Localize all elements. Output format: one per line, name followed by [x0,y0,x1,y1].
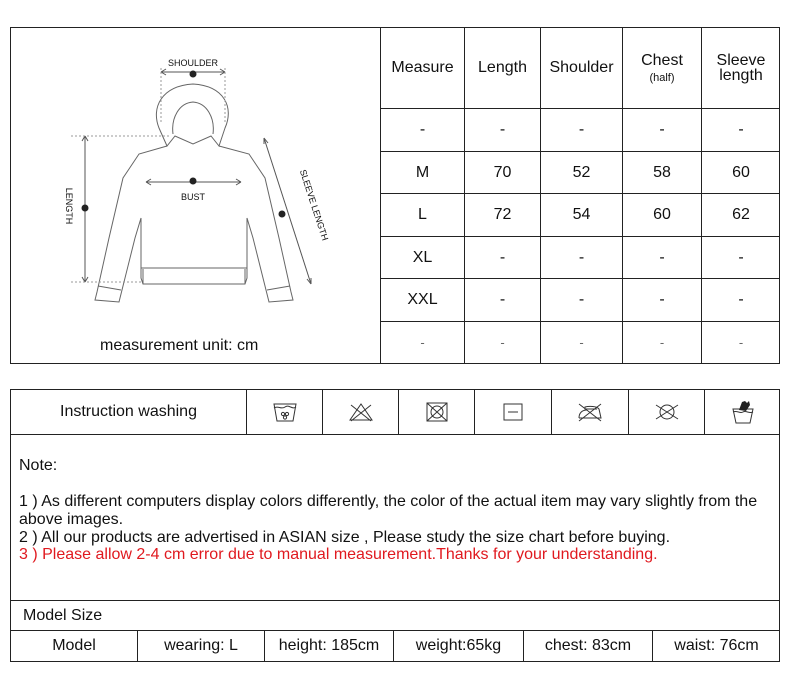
header-length: Length [478,59,527,76]
model-wearing-cell: wearing: L [164,637,238,654]
model-chest-cell: chest: 83cm [544,637,632,654]
hand-wash-30-icon [247,390,322,434]
header-sleeve-line2: length [719,67,763,84]
size-cell-size: XL [412,248,433,266]
do-not-iron-icon [552,390,628,434]
do-not-dry-clean-icon [629,390,704,434]
size-cell-sleeve: 62 [732,206,750,223]
note-title: Note: [19,457,58,474]
size-cell-size: M [415,163,430,181]
header-sleeve-line1: Sleeve [716,52,766,69]
hoodie-diagram [11,28,380,363]
measurement-unit-text: measurement unit: cm [100,337,259,354]
line-dry-icon [475,390,551,434]
size-cell-sleeve: - [738,248,744,266]
note-line-3: 3 ) Please allow 2-4 cm error due to manual measurement.Thanks for your understanding. [19,546,658,563]
note-line-1: 1 ) As different computers display colors differently, the color of the actual item may vary slightly from the [19,493,758,510]
note-line-1b: above images. [19,511,124,528]
model-height-cell: height: 185cm [278,637,380,654]
size-cell-size: - [420,335,425,350]
size-cell-sleeve: - [738,291,744,308]
size-cell-chest: - [659,248,665,266]
model-cell: Model [52,637,96,654]
size-cell-shoulder: 54 [572,206,591,223]
size-cell-size: L [418,206,427,223]
size-cell-length: - [499,248,506,266]
size-cell-shoulder: 52 [572,163,591,181]
size-cell-sleeve: - [738,121,744,138]
size-cell-sleeve: - [738,335,744,350]
model-waist-cell: waist: 76cm [674,637,759,654]
washing-instruction-label: Instruction washing [60,403,197,420]
size-cell-length: - [500,335,505,350]
note-line-2: 2 ) All our products are advertised in ASIAN size , Please study the size chart before buying. [19,529,671,546]
bust-label: BUST [180,192,205,202]
size-cell-length: - [499,291,506,308]
size-cell-length: - [499,121,506,138]
hand-wash-icon [705,390,780,434]
sleeve-length-label: SLEEVE LENGTH [297,168,331,242]
size-cell-shoulder: - [578,291,585,308]
size-cell-shoulder: - [578,121,585,138]
size-cell-chest: - [659,291,665,308]
size-cell-length: 72 [493,206,512,223]
length-label: LENGTH [64,187,74,225]
do-not-tumble-dry-icon [399,390,474,434]
size-cell-shoulder: - [578,248,585,266]
size-cell-length: 70 [493,163,512,181]
header-shoulder: Shoulder [549,59,614,76]
header-chest-sub: (half) [649,72,675,84]
size-cell-chest: - [659,121,665,138]
header-measure: Measure [391,59,454,76]
size-cell-size: - [419,121,426,138]
size-cell-shoulder: - [579,335,584,350]
size-cell-size: XXL [407,291,438,308]
size-cell-chest: - [659,335,665,350]
model-weight-cell: weight:65kg [415,637,502,654]
size-cell-sleeve: 60 [732,163,750,181]
header-chest [623,28,701,108]
do-not-bleach-icon [323,390,398,434]
header-chest-label: Chest [641,52,683,69]
size-cell-chest: 60 [653,206,671,223]
size-cell-chest: 58 [653,163,671,181]
shoulder-label: SHOULDER [167,58,218,68]
model-size-title: Model Size [23,607,103,624]
header-sleeve-length [702,28,780,108]
